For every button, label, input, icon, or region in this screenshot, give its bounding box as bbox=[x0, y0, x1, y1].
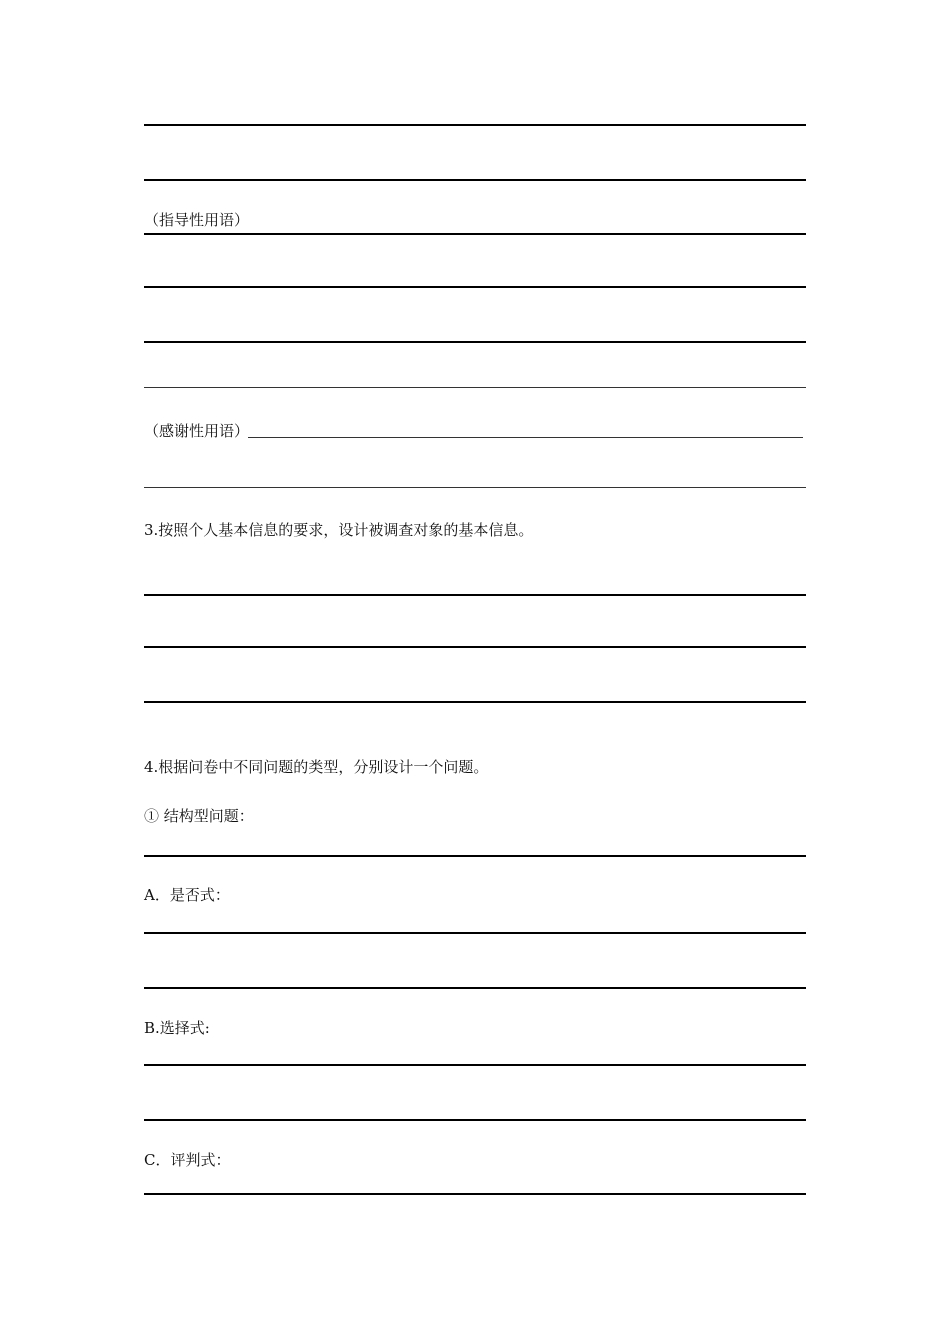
question-4-a: A．是否式： bbox=[144, 886, 230, 904]
answer-line bbox=[144, 646, 806, 648]
answer-line bbox=[144, 233, 806, 235]
answer-line bbox=[144, 179, 806, 181]
question-4: 4.根据问卷中不同问题的类型，分别设计一个问题。 bbox=[144, 758, 489, 776]
answer-line bbox=[144, 1119, 806, 1121]
question-4-structured: ① 结构型问题： bbox=[144, 807, 254, 825]
answer-line bbox=[144, 1193, 806, 1195]
answer-line bbox=[144, 594, 806, 596]
answer-line bbox=[144, 124, 806, 126]
answer-line bbox=[144, 987, 806, 989]
question-4-c: C．评判式： bbox=[144, 1151, 231, 1169]
answer-line-thin bbox=[144, 487, 806, 488]
answer-line bbox=[144, 341, 806, 343]
thanks-label: （感谢性用语） bbox=[144, 422, 250, 440]
question-3: 3.按照个人基本信息的要求，设计被调查对象的基本信息。 bbox=[144, 521, 534, 539]
thanks-fill-line bbox=[248, 437, 803, 438]
answer-line bbox=[144, 855, 806, 857]
answer-line bbox=[144, 1064, 806, 1066]
answer-line bbox=[144, 286, 806, 288]
answer-line bbox=[144, 701, 806, 703]
question-4-b: B.选择式: bbox=[144, 1019, 210, 1037]
guide-label: （指导性用语） bbox=[144, 211, 250, 229]
answer-line-thin bbox=[144, 387, 806, 388]
answer-line bbox=[144, 932, 806, 934]
